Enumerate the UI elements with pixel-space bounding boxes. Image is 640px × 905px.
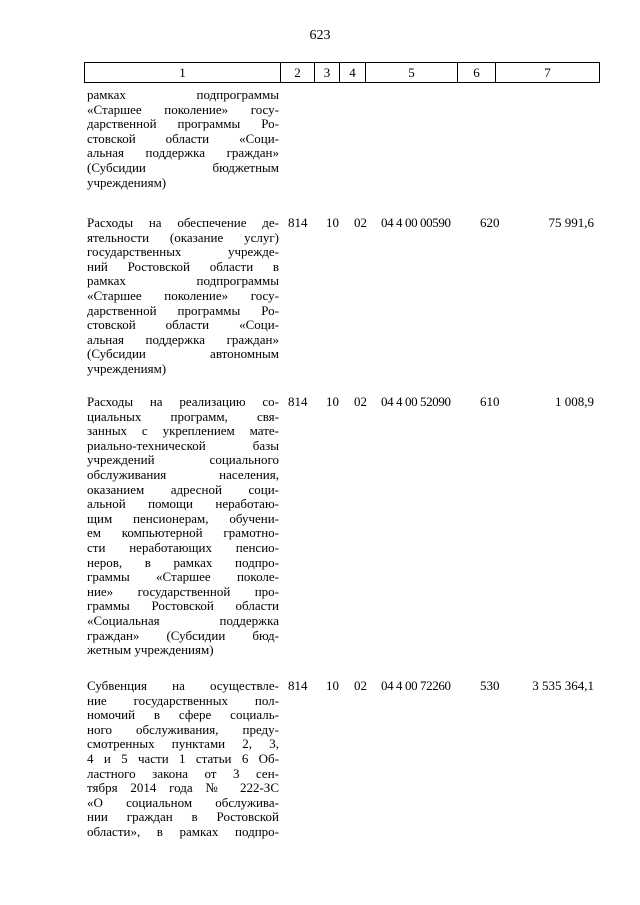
description-line: стовской области «Соци- <box>87 317 279 333</box>
target-article-code: 04 4 00 72260 <box>381 678 451 693</box>
ved-code: 814 <box>288 215 308 230</box>
description-line: жетным учреждениям) <box>87 642 214 658</box>
ved-code: 814 <box>288 678 308 693</box>
description-line: «Социальная поддержка <box>87 612 279 628</box>
description-line: рамках подпрограммы <box>87 273 279 289</box>
description-line: Расходы на реализацию со- <box>87 394 279 409</box>
description-line: занных с укреплением мате- <box>87 423 279 439</box>
description-line: области», в рамках подпро- <box>87 823 279 839</box>
description-line: дарственной программы Ро- <box>87 302 279 318</box>
header-col-5: 5 <box>366 63 458 82</box>
expense-type-code: 610 <box>480 394 500 409</box>
subsection-code: 02 <box>354 215 367 230</box>
description-line: стовской области «Соци- <box>87 130 279 146</box>
description-line: обслуживания населения, <box>87 466 279 482</box>
description-line: граждан» (Субсидии бюд- <box>87 627 279 643</box>
description-line: граммы «Старшее поколе- <box>87 569 279 585</box>
description-line: оказанием адресной соци- <box>87 481 279 497</box>
section-code: 10 <box>326 215 339 230</box>
description-line: учреждениям) <box>87 360 167 376</box>
description-line: 4 и 5 части 1 статьи 6 Об- <box>87 750 279 766</box>
description-line: Расходы на обеспечение де- <box>87 215 279 230</box>
row-description <box>87 679 279 840</box>
description-line: ние государственных пол- <box>87 692 279 708</box>
subsection-code: 02 <box>354 678 367 693</box>
row-description <box>87 395 279 658</box>
description-line: ний Ростовской области в <box>87 258 279 274</box>
description-line: ного обслуживания, преду- <box>87 721 279 737</box>
table-row <box>84 395 600 679</box>
description-line: тября 2014 года № 222-ЗС <box>87 780 279 796</box>
header-col-2: 2 <box>281 63 315 82</box>
description-line: ятельности (оказание услуг) <box>87 229 279 245</box>
budget-table <box>84 62 600 859</box>
header-col-7: 7 <box>544 65 551 80</box>
description-line: сти неработающих пенсио- <box>87 539 279 555</box>
description-line: альной помощи неработаю- <box>87 496 279 512</box>
description-line: риально-технической базы <box>87 437 279 453</box>
description-line: «Старшее поколение» госу- <box>87 287 279 303</box>
description-line: ем компьютерной грамотно- <box>87 525 279 541</box>
amount: 75 991,6 <box>548 215 594 230</box>
description-line: рамках подпрограммы <box>87 87 279 102</box>
header-col-4: 4 <box>340 63 366 82</box>
page-number: 623 <box>309 28 331 43</box>
section-code: 10 <box>326 678 339 693</box>
description-line: неров, в рамках подпро- <box>87 554 279 570</box>
description-line: учреждений социального <box>87 452 279 468</box>
row-description <box>87 216 279 377</box>
table-row <box>84 679 600 859</box>
description-line: смотренных пунктами 2, 3, <box>87 736 279 752</box>
description-line: (Субсидии бюджетным <box>87 159 279 175</box>
description-line: альная поддержка граждан» <box>87 331 279 347</box>
table-header-row <box>84 62 600 83</box>
description-line: щим пенсионерам, обучени- <box>87 510 279 526</box>
header-col-3: 3 <box>315 63 340 82</box>
description-line: «О социальном обслужива- <box>87 794 279 810</box>
expense-type-code: 530 <box>480 678 500 693</box>
header-col-6: 6 <box>458 63 496 82</box>
target-article-code: 04 4 00 52090 <box>381 394 451 409</box>
section-code: 10 <box>326 394 339 409</box>
subsection-code: 02 <box>354 394 367 409</box>
expense-type-code: 620 <box>480 215 500 230</box>
description-line: «Старшее поколение» госу- <box>87 101 279 117</box>
row-description <box>87 88 279 190</box>
table-row-continuation <box>84 83 600 216</box>
ved-code: 814 <box>288 394 308 409</box>
amount: 3 535 364,1 <box>532 678 594 693</box>
description-line: Субвенция на осуществле- <box>87 678 279 693</box>
header-col-1: 1 <box>85 63 281 82</box>
description-line: дарственной программы Ро- <box>87 116 279 132</box>
description-line: нии граждан в Ростовской <box>87 809 279 825</box>
table-row <box>84 216 600 395</box>
amount: 1 008,9 <box>555 394 594 409</box>
description-line: ластного закона от 3 сен- <box>87 765 279 781</box>
description-line: учреждениям) <box>87 174 167 190</box>
target-article-code: 04 4 00 00590 <box>381 215 451 230</box>
description-line: граммы Ростовской области <box>87 598 279 614</box>
description-line: государственных учрежде- <box>87 244 279 260</box>
description-line: ние» государственной про- <box>87 583 279 599</box>
description-line: циальных программ, свя- <box>87 408 279 424</box>
description-line: (Субсидии автономным <box>87 346 279 362</box>
description-line: альная поддержка граждан» <box>87 145 279 161</box>
description-line: номочий в сфере социаль- <box>87 707 279 723</box>
